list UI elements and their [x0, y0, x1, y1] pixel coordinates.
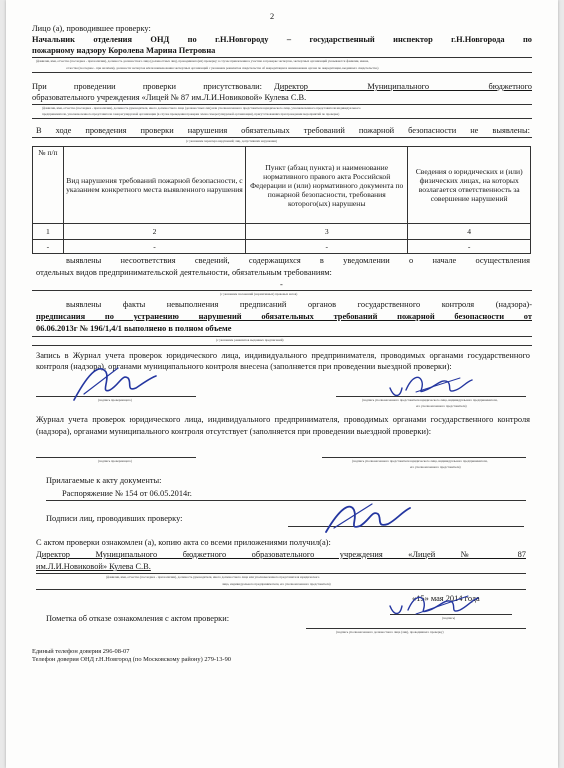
sig-caption-representative: (подпись уполномоченного представителя юридического лица, индивидуального предпринимателя, [362, 398, 498, 402]
sig-caption-inspector: (подпись проверяющего) [98, 398, 132, 402]
inconsistencies-dash: - [280, 280, 283, 289]
present-value: Директор Муниципального бюджетного [274, 82, 532, 91]
attachments-label: Прилагаемые к акту документы: [46, 476, 162, 485]
refusal-caption: (подпись уполномоченного должностного лица (лиц), проводившего проверку) [336, 630, 444, 634]
table-cell: 2 [63, 224, 245, 240]
divider [36, 573, 526, 574]
representative-signature [386, 588, 482, 622]
inspector-lead: Лицо (а), проводившее проверку: [32, 24, 151, 33]
sig-caption-representative: его уполномоченного представителя) [410, 465, 461, 469]
signature-line [322, 457, 526, 458]
signatures-label: Подписи лиц, проводивших проверку: [46, 514, 183, 523]
table-cell: 4 [408, 224, 531, 240]
divider [32, 290, 532, 291]
divider [46, 500, 526, 501]
divider [32, 118, 532, 119]
present-row [32, 82, 532, 92]
table-header-cell: № п/п [33, 147, 64, 224]
divider [32, 137, 532, 138]
table-cell: - [408, 240, 531, 254]
inspector-caption: отчества (последнее - при наличии), должности экспертов и/или наименования экспертных организаций с указанием реквизитов свидетельства об аккредитации и наименование органа по аккредитации, выдавшего свидетельство) [66, 66, 379, 70]
present-caption: предпринимателя, уполномоченного представителя саморегулируемой организации (в случае проведения проверки члена саморегулируемой организации), присутствовавших при проведении мероприятий по проверке) [42, 112, 340, 116]
inspector-line2: пожарному надзору Королева Марина Петровна [32, 46, 216, 55]
inconsistencies-caption: (с указанием положений (нормативных) правовых актов) [220, 292, 298, 296]
page-number: 2 [270, 12, 275, 21]
acquainted-line2: Директор Муниципального бюджетного образовательного учреждения «Лицей № 87 [36, 550, 526, 559]
sig-caption-inspector: (подпись проверяющего) [98, 459, 132, 463]
inconsistencies-line2: отдельных видов предпринимательской деятельности, обязательным требованиям: [36, 268, 332, 277]
acquainted-caption: (фамилия, имя, отчество (последнее - при наличии), должность руководителя, иного должностного лица или уполномоченного представителя юридического [106, 575, 320, 579]
table-cell: - [33, 240, 64, 254]
present-label: При проведении проверки присутствовали: [32, 82, 262, 91]
table-cell: 1 [33, 224, 64, 240]
document-page [6, 0, 558, 768]
footer-phone: Единый телефон доверия 296-08-07 [32, 648, 130, 655]
violations-caption: (с указанием характера нарушений; лиц, допустивших нарушения) [186, 139, 277, 143]
inspector-caption: (фамилия, имя, отчество (последнее - при наличии), должность должностного лица (должностных лиц), проводившего(их) проверку; в случае привлечения к участию в проверке экспертов, экспертных организаций указываются фамилии, имена, [36, 59, 369, 63]
orders-line2: предписания по устранению нарушений обязательных требований пожарной безопасности от [36, 312, 532, 321]
divider [32, 104, 532, 105]
orders-caption: (с указанием реквизитов выданных предписаний) [216, 338, 284, 342]
refusal-label: Пометка об отказе ознакомления с актом проверки: [46, 614, 230, 623]
inspector-line1: Начальник отделения ОНД по г.Н.Новгороду – государственный инспектор г.Н.Новгорода по [32, 35, 532, 44]
attachments-item: Распоряжение № 154 от 06.05.2014г. [62, 489, 192, 498]
sig-caption-representative: (подпись уполномоченного представителя юридического лица, индивидуального предпринимателя, [352, 459, 488, 463]
signature-line [36, 457, 196, 458]
inspector-signature [322, 498, 412, 540]
table-header-row [33, 147, 531, 224]
orders-line1: выявлены факты невыполнения предписаний органов государственного контроля (надзора)- [66, 300, 532, 309]
present-caption: (фамилия, имя, отчество (последнее - при наличии), должность руководителя, иного должностного лица (должностных лиц) или уполномоченного представителя юридического лица, уполномоченного представителя индивидуального [42, 106, 361, 110]
present-line2: образовательного учреждения «Лицей № 87 им.Л.И.Новиковой» Кулева С.В. [32, 93, 307, 102]
representative-signature [386, 368, 476, 404]
acquainted-date: «15» мая 2014 года [412, 594, 480, 603]
inspector-signature [70, 360, 160, 406]
table-cell: - [63, 240, 245, 254]
table-row [33, 224, 531, 240]
divider [32, 72, 532, 73]
signature-line [306, 628, 526, 629]
table-cell: 3 [246, 224, 408, 240]
table-header-cell: Пункт (абзац пункта) и наименование нормативного правого акта Российской Федерации и (или) нормативного документа по пожарной безопасности, требования которого(ых) нарушены [246, 147, 408, 224]
divider [32, 336, 532, 337]
violations-intro: В ходе проведения проверки нарушения обязательных требований пожарной безопасности не выявлены: [36, 126, 530, 135]
violations-table [32, 146, 531, 254]
sig-caption-representative: его уполномоченного представителя) [416, 404, 467, 408]
inconsistencies-line1: выявлены несоответствия сведений, содержащихся в уведомлении о начале осуществления [66, 256, 530, 265]
divider [32, 345, 532, 346]
footer-phone: Телефон доверия ОНД г.Н.Новгород (по Московскому району) 279-13-90 [32, 656, 231, 663]
orders-line3: 06.06.2013г № 196/1,4/1 выполнено в полном объеме [36, 324, 232, 333]
sig-caption: (подпись) [442, 616, 456, 620]
acquainted-line3: им.Л.И.Новиковой» Кулева С.В. [36, 562, 151, 571]
table-row [33, 240, 531, 254]
table-cell: - [246, 240, 408, 254]
acquainted-line1: С актом проверки ознакомлен (а), копию акта со всеми приложениями получил(а): [36, 538, 331, 547]
divider [32, 57, 532, 58]
table-header-cell: Вид нарушения требований пожарной безопасности, с указанием конкретного места выявленного нарушения [63, 147, 245, 224]
journal-entry-text: Запись в Журнал учета проверок юридического лица, индивидуального предпринимателя, проводимых органами государственного контроля (надзора), органами муниципального контроля внесена (заполняется при проведении выездной проверки): [36, 351, 530, 372]
acquainted-caption: лица, индивидуального предпринимателя, его уполномоченного представителя) [222, 582, 331, 586]
journal-absent-text: Журнал учета проверок юридического лица, индивидуального предпринимателя, проводимых органами государственного контроля (надзора), органами муниципального контроля отсутствует (заполняется при проведении выездной проверки): [36, 415, 530, 436]
table-header-cell: Сведения о юридических и (или) физических лицах, на которых возлагается ответственность за совершение нарушений [408, 147, 531, 224]
